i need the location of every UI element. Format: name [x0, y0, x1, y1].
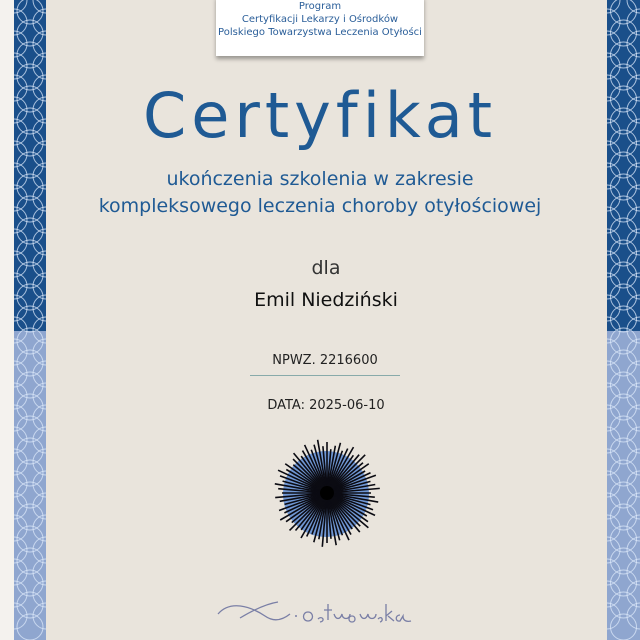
- program-header-card: [216, 0, 424, 56]
- subtitle-line-2: kompleksowego leczenia choroby otyłościowej: [98, 195, 542, 217]
- npwz-number: NPWZ. 2216600: [250, 353, 400, 376]
- header-line-1: Program: [298, 1, 342, 12]
- starburst-seal-icon: [268, 434, 388, 554]
- issue-date: DATA: 2025-06-10: [267, 398, 385, 413]
- header-line-3: Polskiego Towarzystwa Leczenia Otyłości: [218, 27, 422, 38]
- header-line-2: Certyfikacji Lekarzy i Ośrodków: [241, 14, 399, 25]
- recipient-name: Emil Niedziński: [254, 289, 398, 311]
- signature-image: [210, 592, 420, 628]
- certificate-subtitle: [0, 166, 640, 220]
- for-label: dla: [311, 257, 341, 279]
- subtitle-line-1: ukończenia szkolenia w zakresie: [166, 168, 474, 190]
- certificate-title: Certyfikat: [142, 79, 498, 152]
